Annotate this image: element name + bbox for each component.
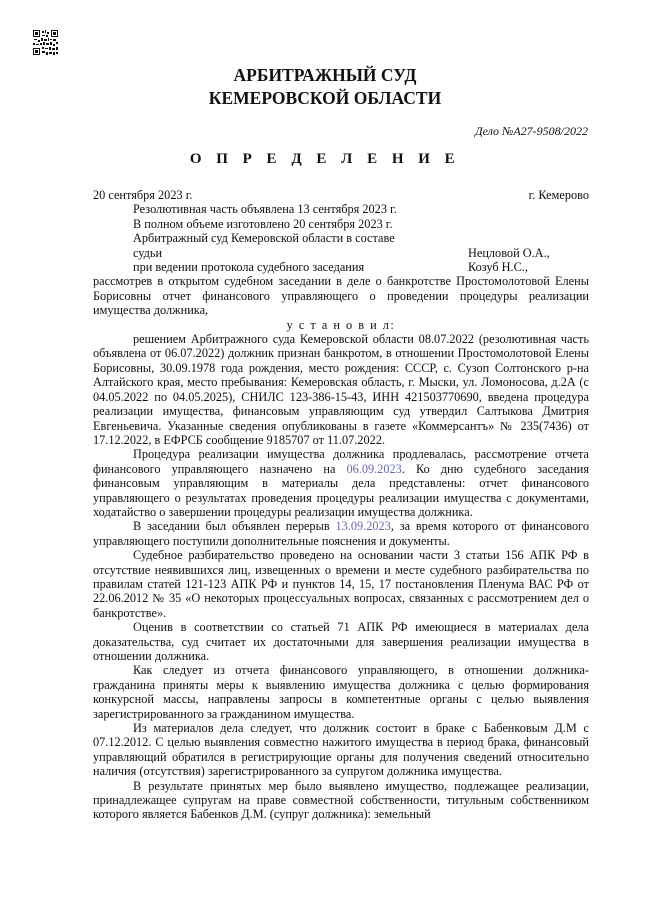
resolution-announced: Резолютивная часть объявлена 13 сентября 2023 г.: [133, 202, 397, 217]
court-name-line2: КЕМЕРОВСКОЙ ОБЛАСТИ: [208, 88, 442, 108]
document-title: О П Р Е Д Е Л Е Н И Е: [189, 151, 461, 167]
judge-label: судьи: [133, 245, 163, 260]
paragraph-recess: [93, 519, 589, 548]
secretary-name: Козуб Н.С.,: [468, 260, 528, 275]
court-header: [0, 64, 650, 110]
recess-date: 13.09.2023: [335, 519, 391, 534]
secretary-label: при ведении протокола судебного заседания: [133, 260, 365, 275]
considered-paragraph: рассмотрев в открытом судебном заседании в деле о банкротстве Простомолотовой Елены Борисовны отчет финансового управляющего о проведении процедуры реализации имущества должника,: [93, 274, 589, 318]
paragraph-procedure: [93, 447, 589, 519]
paragraph-evidence: Оценив в соответствии со статьей 71 АПК РФ имеющиеся в материалах дела доказательства, суд считает их достаточными для завершения реализации имущества в отношении должника.: [93, 620, 589, 663]
procedure-text-a: Процедура реализации имущества должника продлевалась, рассмотрение отчета финансового управляющего назначено на: [93, 447, 589, 476]
paragraph-decision: решением Арбитражного суда Кемеровской области 08.07.2022 (резолютивная часть объявлена от 06.07.2022) должник признан банкротом, в отношении Простомолотовой Елены Борисовны, 30.09.1978 года рождения, место рождения: СССР, с. Сузоп Солтонского р-на Алтайского края, место пребывания: Кемеровская область, г. Мыски, ул. Ломоносова, д.2А (с 04.05.2022 по 04.05.2025), СНИЛС 123-386-15-43, ИНН 421503770690, введена процедура реализации имущества, финансовым управляющим суд утвердил Салтыкова Дмитрия Евгеньевича. Указанные сведения опубликованы в газете «Коммерсантъ» № 235(7436) от 17.12.2022, в ЕФРСБ сообщение 9185707 от 11.07.2022.: [93, 332, 589, 447]
secretary-row: [93, 260, 589, 274]
full-text-made: В полном объеме изготовлено 20 сентября 2023 г.: [133, 216, 393, 231]
document-date: 20 сентября 2023 г.: [93, 188, 193, 202]
judge-row: [93, 246, 589, 260]
recess-text-b: , за время которого от финансового управляющего поступили дополнительные пояснения и документы.: [93, 519, 589, 548]
document-body: [93, 188, 589, 822]
court-composition: Арбитражный суд Кемеровской области в составе: [133, 231, 395, 246]
paragraph-report: Как следует из отчета финансового управляющего, в отношении должника-гражданина приняты меры к выявлению имущества должника с целью формирования конкурсной массы, направлены запросы в компетентные органы с целью выявления зарегистрированного за гражданином имущества.: [93, 663, 589, 721]
recess-text-a: В заседании был объявлен перерыв: [133, 519, 336, 534]
qr-code-icon: [33, 30, 58, 55]
paragraph-marriage: Из материалов дела следует, что должник состоит в браке с Бабенковым Д.М с 07.12.2012. С целью выявления совместно нажитого имущества в период брака, финансовый управляющий обратился в регистрирующие органы для получения сведений относительно наличия (отсутствия) зарегистрированного за супругом должника имущества.: [93, 721, 589, 779]
paragraph-trial-basis: Судебное разбирательство проведено на основании части 3 статьи 156 АПК РФ в отсутствие неявившихся лиц, извещенных о времени и месте судебного разбирательства по правилам статей 121-123 АПК РФ и пунктов 14, 15, 17 постановления Пленума ВАС РФ от 22.06.2012 № 35 «О некоторых процессуальных вопросах, связанных с рассмотрением дел о банкротстве».: [93, 548, 589, 620]
case-number: Дело №А27-9508/2022: [474, 124, 588, 138]
court-name-line1: АРБИТРАЖНЫЙ СУД: [233, 65, 417, 85]
paragraph-property: В результате принятых мер было выявлено имущество, подлежащее реализации, принадлежащее супругам на праве совместной собственности, титульным собственником которого является Бабенков Д.М. (супруг должника): земельный: [93, 778, 589, 822]
date-city-row: [93, 188, 589, 202]
hearing-date: 06.09.2023: [346, 461, 402, 476]
judge-name: Нецловой О.А.,: [468, 245, 550, 260]
procedure-text-b: . Ко дню судебного заседания финансовым управляющим в материалы дела представлены: отчет финансового управляющего о результатах проведения процедуры реализации имущества с документами, ходатайство о завершении процедуры реализации имущества должника.: [93, 461, 589, 519]
document-city: г. Кемерово: [528, 188, 589, 202]
section-heading: у с т а н о в и л:: [286, 317, 396, 332]
